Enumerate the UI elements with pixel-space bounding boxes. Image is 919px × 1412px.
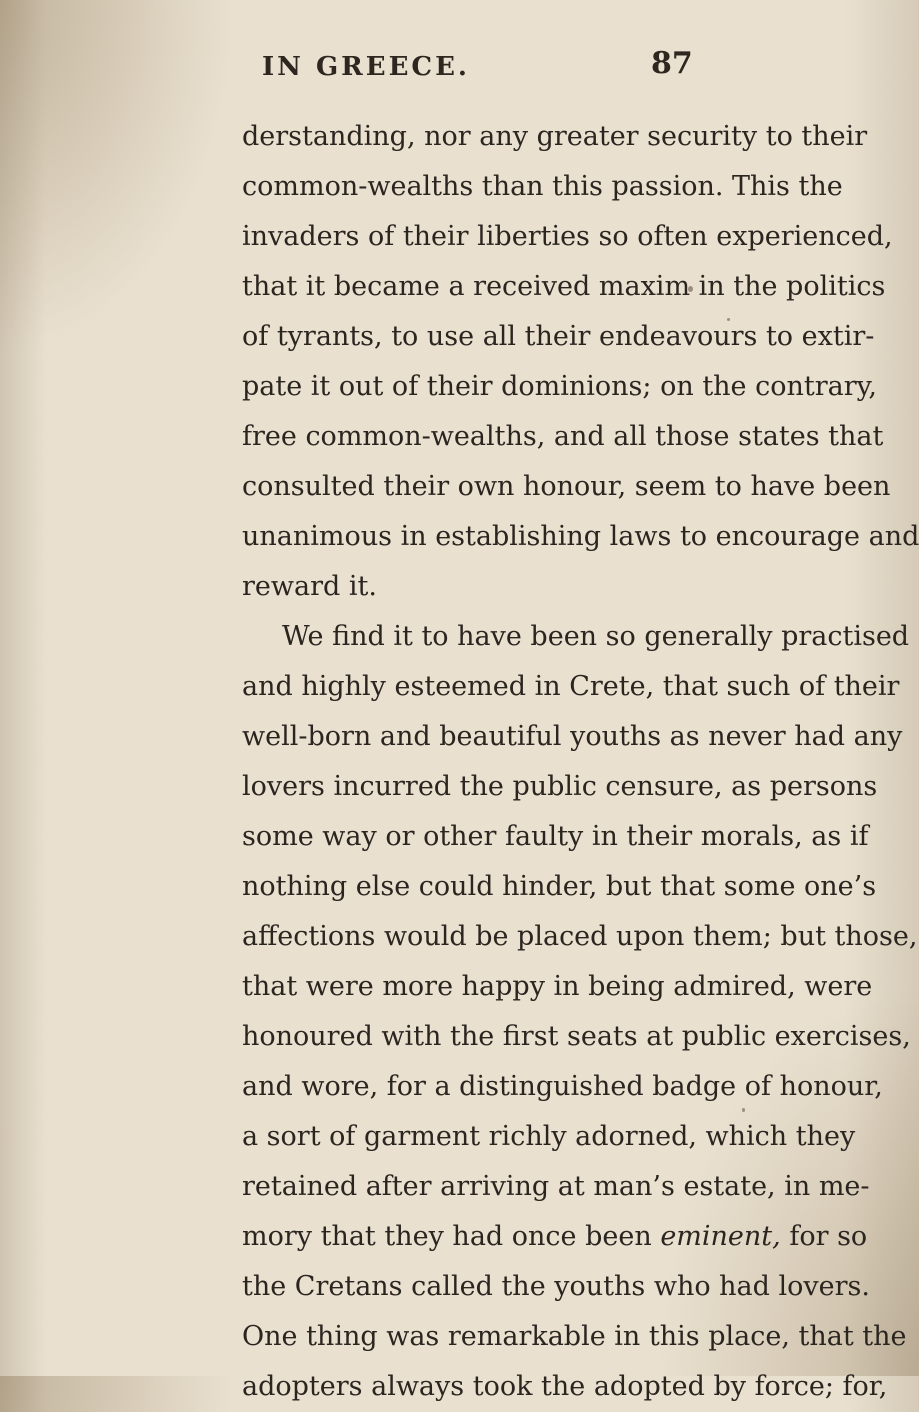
page-number: 87 — [651, 46, 693, 81]
text-segment: mory that they had once been — [242, 1221, 652, 1252]
paper-speck — [742, 1108, 745, 1112]
text-line: lovers incurred the public censure, as persons — [242, 771, 878, 802]
running-title: IN GREECE. — [262, 52, 470, 82]
running-head — [0, 46, 800, 92]
italic-word: eminent, — [660, 1221, 781, 1252]
text-line: of tyrants, to use all their endeavours to extir- — [242, 321, 875, 352]
text-line: and wore, for a distinguished badge of honour, — [242, 1071, 883, 1102]
text-line: pate it out of their dominions; on the contrary, — [242, 371, 877, 402]
text-line: One thing was remarkable in this place, that the — [242, 1321, 907, 1352]
text-line-with-italic — [242, 1212, 868, 1262]
text-line: a sort of garment richly adorned, which they — [242, 1121, 856, 1152]
text-line: derstanding, nor any greater security to their — [242, 121, 868, 152]
text-line: the Cretans called the youths who had lovers. — [242, 1271, 870, 1302]
text-line: adopters always took the adopted by force; for, — [242, 1371, 888, 1402]
text-line: affections would be placed upon them; but those, — [242, 921, 918, 952]
text-line: common-wealths than this passion. This the — [242, 171, 843, 202]
paragraph-start-line: We find it to have been so generally practised — [282, 621, 910, 652]
text-line: and highly esteemed in Crete, that such of their — [242, 671, 900, 702]
paper-speck — [688, 286, 693, 292]
text-line: invaders of their liberties so often experienced, — [242, 221, 893, 252]
text-line: honoured with the first seats at public exercises, — [242, 1021, 911, 1052]
text-line: consulted their own honour, seem to have been — [242, 471, 891, 502]
text-line: that were more happy in being admired, were — [242, 971, 873, 1002]
paragraph-end-line: reward it. — [242, 571, 377, 602]
text-line: free common-wealths, and all those states that — [242, 421, 884, 452]
text-line: retained after arriving at man’s estate, in me- — [242, 1171, 870, 1202]
text-segment: for so — [789, 1221, 868, 1252]
paper-speck — [727, 318, 730, 321]
text-line: some way or other faulty in their morals, as if — [242, 821, 869, 852]
text-line: nothing else could hinder, but that some one’s — [242, 871, 877, 902]
text-line: well-born and beautiful youths as never had any — [242, 721, 903, 752]
text-line: that it became a received maxim in the politics — [242, 271, 886, 302]
text-line: unanimous in establishing laws to encourage and — [242, 521, 919, 552]
